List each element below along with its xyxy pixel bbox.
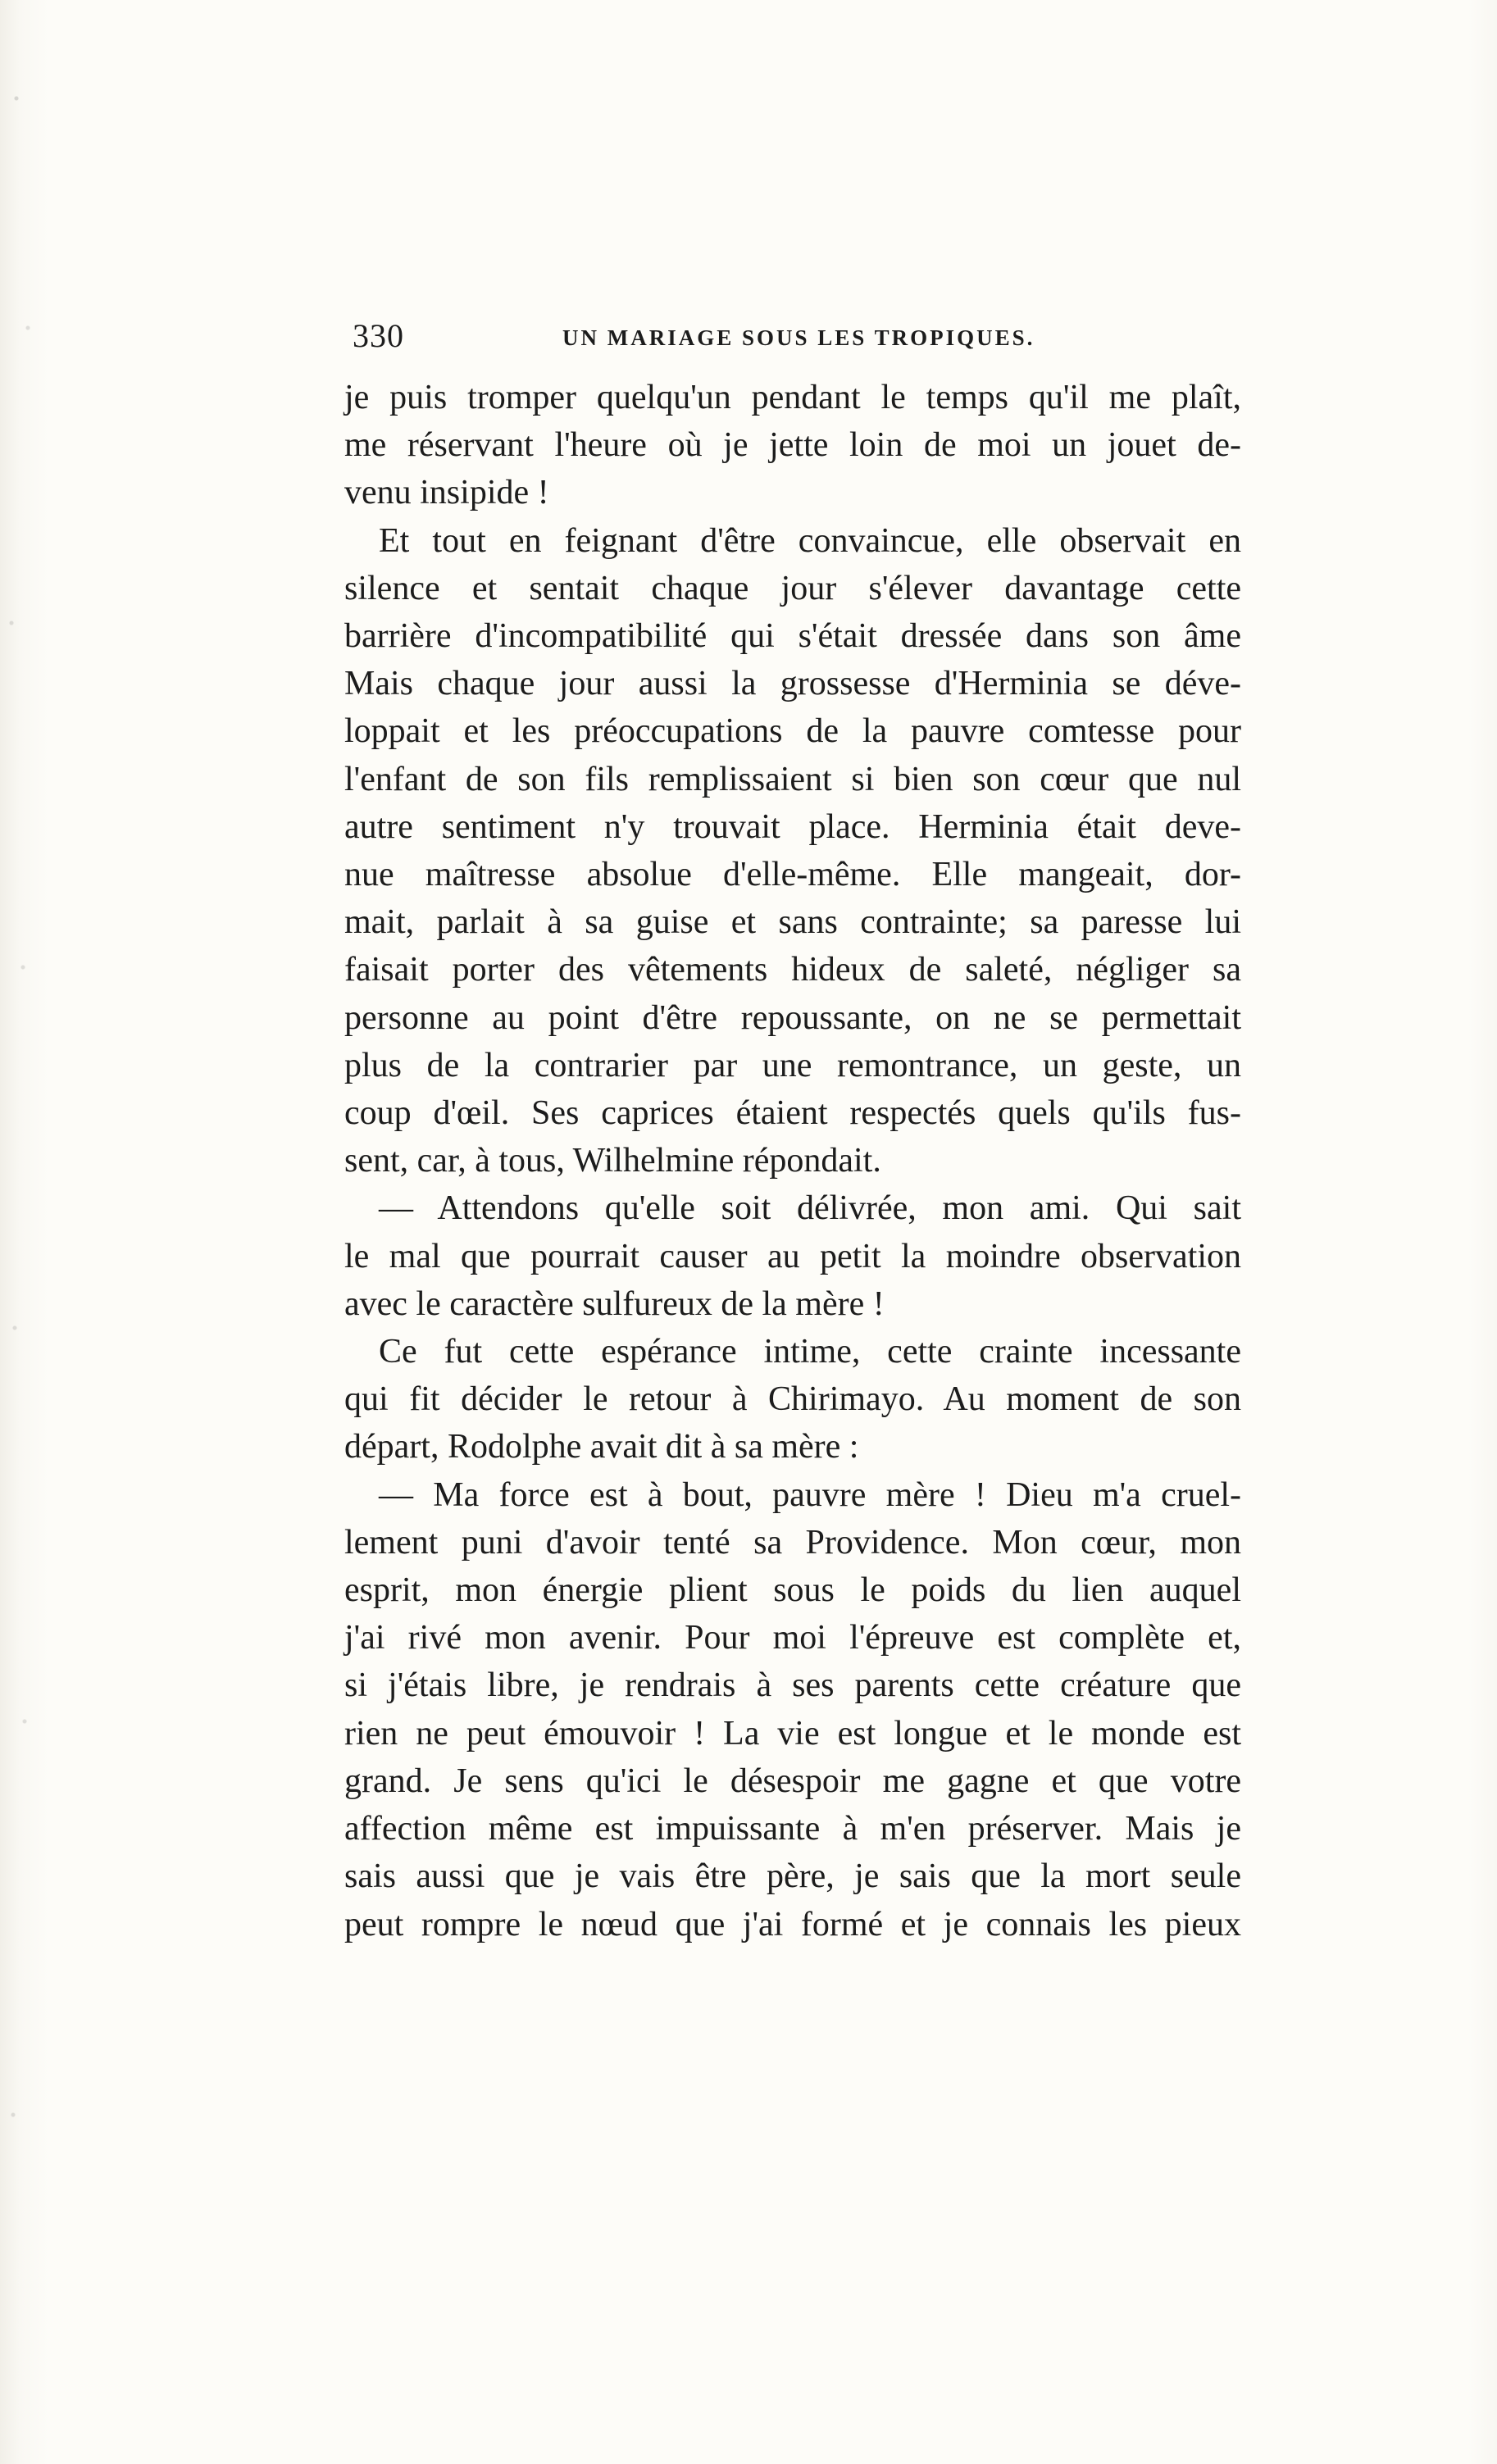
text-line: Et tout en feignant d'être convaincue, elle observait en: [379, 521, 1241, 560]
text-line: l'enfant de son fils remplissaient si bien son cœur que nul: [344, 760, 1241, 798]
text-line: départ, Rodolphe avait dit à sa mère :: [344, 1428, 859, 1466]
text-line: silence et sentait chaque jour s'élever davantage cette: [344, 569, 1241, 607]
text-line: qui fit décider le retour à Chirimayo. Au moment de son: [344, 1380, 1241, 1419]
page-header: [353, 315, 1254, 364]
scan-gutter-speckle: [0, 0, 57, 2464]
page-number: 330: [353, 317, 404, 354]
text-line: sent, car, à tous, Wilhelmine répondait.: [344, 1142, 881, 1180]
text-line: affection même est impuissante à m'en préserver. Mais je: [344, 1810, 1241, 1848]
text-line: si j'étais libre, je rendrais à ses parents cette créature que: [344, 1666, 1241, 1705]
text-line: personne au point d'être repoussante, on ne se permettait: [344, 998, 1241, 1037]
body-text: [344, 374, 1241, 1948]
text-line: grand. Je sens qu'ici le désespoir me gagne et que votre: [344, 1762, 1241, 1800]
text-line: esprit, mon énergie plient sous le poids du lien auquel: [344, 1571, 1241, 1610]
text-line: coup d'œil. Ses caprices étaient respectés quels qu'ils fus-: [344, 1094, 1241, 1133]
text-line: nue maîtresse absolue d'elle-même. Elle mangeait, dor-: [344, 856, 1241, 894]
text-line: plus de la contrarier par une remontrance, un geste, un: [344, 1046, 1241, 1084]
text-line: Ce fut cette espérance intime, cette crainte incessante: [379, 1333, 1241, 1371]
text-line: lement puni d'avoir tenté sa Providence. Mon cœur, mon: [344, 1523, 1241, 1562]
text-line: me réservant l'heure où je jette loin de moi un jouet de-: [344, 426, 1241, 465]
text-line: je puis tromper quelqu'un pendant le temps qu'il me plaît,: [344, 379, 1241, 416]
text-line: sais aussi que je vais être père, je sais que la mort seule: [344, 1857, 1241, 1896]
text-line: mait, parlait à sa guise et sans contrainte; sa paresse lui: [344, 903, 1241, 942]
text-line: loppait et les préoccupations de la pauvre comtesse pour: [344, 712, 1241, 751]
text-line: avec le caractère sulfureux de la mère !: [344, 1284, 885, 1323]
text-line: — Attendons qu'elle soit délivrée, mon ami. Qui sait: [379, 1189, 1241, 1228]
text-line: j'ai rivé mon avenir. Pour moi l'épreuve est complète et,: [344, 1619, 1241, 1657]
text-line: le mal que pourrait causer au petit la moindre observation: [344, 1237, 1241, 1275]
text-line: faisait porter des vêtements hideux de saleté, négliger sa: [344, 951, 1241, 989]
text-line: — Ma force est à bout, pauvre mère ! Dieu m'a cruel-: [379, 1475, 1241, 1514]
text-line: rien ne peut émouvoir ! La vie est longue et le monde est: [344, 1714, 1241, 1753]
text-line: Mais chaque jour aussi la grossesse d'Herminia se déve-: [344, 665, 1241, 703]
text-line: barrière d'incompatibilité qui s'était dressée dans son âme: [344, 617, 1241, 656]
text-line: autre sentiment n'y trouvait place. Herminia était deve-: [344, 807, 1241, 846]
text-line: venu insipide !: [344, 474, 549, 512]
running-title: UN MARIAGE SOUS LES TROPIQUES.: [562, 325, 1035, 350]
text-line: peut rompre le nœud que j'ai formé et je connais les pieux: [344, 1905, 1241, 1943]
